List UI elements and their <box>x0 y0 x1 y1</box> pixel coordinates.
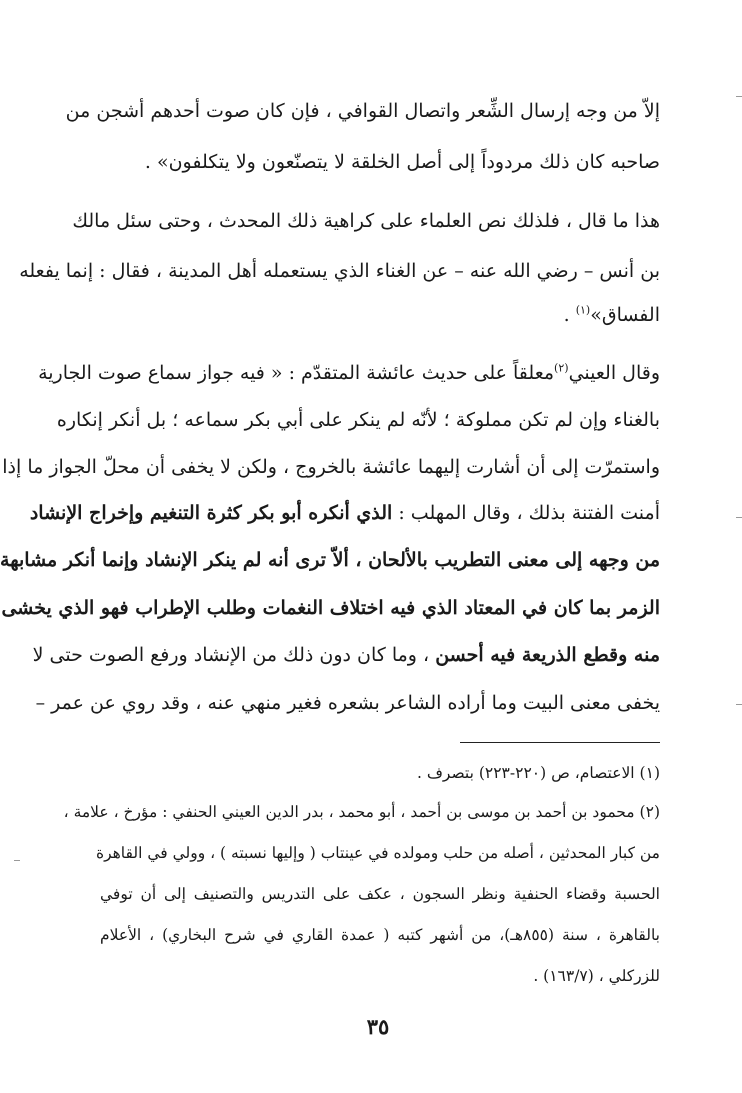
footnote-2 <box>63 800 660 826</box>
body-line: واستمرّت إلى أن أشارت إليهما عائشة بالخروج ، ولكن لا يخفى أن محلّ الجواز ما إذا <box>2 456 660 478</box>
body-line: صاحبه كان ذلك مردوداً إلى أصل الخلقة لا يتصنّعون ولا يتكلفون» . <box>144 151 660 173</box>
footnote-1 <box>78 761 660 787</box>
quoted-bold-text: الذي أنكره أبو بكر كثرة التنغيم وإخراج الإنشاد <box>29 502 393 524</box>
scan-edge-mark <box>14 860 20 861</box>
body-line: هذا ما قال ، فلذلك نص العلماء على كراهية ذلك المحدث ، وحتى سئل مالك <box>72 210 660 232</box>
scan-edge-mark <box>736 517 742 518</box>
scan-edge-mark <box>736 704 742 705</box>
footnote-separator <box>460 742 660 743</box>
quoted-bold-text: منه وقطع الذريعة فيه أحسن <box>435 644 660 666</box>
footnote-text: الاعتصام، ص (٢٢٠-٢٢٣) بتصرف . <box>417 764 635 782</box>
footnote-ref-1[interactable]: (١) <box>575 303 591 317</box>
footnote-line: للزركلي ، (١٦٣/٧) . <box>533 967 660 985</box>
body-line: بالغناء وإن لم تكن مملوكة ؛ لأنّه لم ينكر على أبي بكر سماعه ؛ بل أنكر إنكاره <box>56 409 660 431</box>
body-line-bold: من وجهه إلى معنى التطريب بالألحان ، ألاّ ترى أنه لم ينكر الإنشاد وإنما أنكر مشابهة <box>0 549 660 571</box>
footnote-number: (٢) <box>639 803 660 821</box>
body-line <box>29 498 660 530</box>
body-line: بن أنس – رضي الله عنه – عن الغناء الذي يستعمله أهل المدينة ، فقال : إنما يفعله <box>19 260 660 282</box>
page-number: ٣٥ <box>366 1014 390 1039</box>
line-end-dot: . <box>563 304 570 326</box>
body-line-text: وقال العيني <box>568 362 660 384</box>
scan-edge-mark <box>736 96 742 97</box>
body-line-text: معلقاً على حديث عائشة المتقدّم : « فيه جواز سماع صوت الجارية <box>38 362 555 384</box>
body-line <box>78 300 660 332</box>
body-line: يخفى معنى البيت وما أراده الشاعر بشعره فغير منهي عنه ، وقد روي عن عمر – <box>35 692 660 714</box>
body-line-bold: الزمر بما كان في المعتاد الذي فيه اختلاف النغمات وطلب الإطراب فهو الذي يخشى <box>1 597 660 619</box>
footnote-ref-2[interactable]: (٢) <box>554 361 569 375</box>
footnote-line: الحسبة وقضاء الحنفية ونظر السجون ، عكف على التدريس والتصنيف إلى أن توفي <box>100 885 660 903</box>
footnote-text: محمود بن أحمد بن موسى بن أحمد ، أبو محمد ، بدر الدين العيني الحنفي : مؤرخ ، علامة ، <box>63 803 635 821</box>
body-line: إلاّ من وجه إرسال الشِّعر واتصال القوافي ، فإن كان صوت أحدهم أشجن من <box>65 100 660 122</box>
footnote-number: (١) <box>639 764 660 782</box>
body-line-text: الفساق» <box>590 304 660 326</box>
body-line <box>38 358 660 390</box>
footnote-line: بالقاهرة ، سنة (٨٥٥هـ)، من أشهر كتبه ( عمدة القاري في شرح البخاري) ، الأعلام <box>100 926 660 944</box>
footnote-line: من كبار المحدثين ، أصله من حلب ومولده في عينتاب ( وإليها نسبته ) ، وولي في القاهرة <box>95 844 660 862</box>
body-line <box>32 640 660 672</box>
body-line-text: ، وما كان دون ذلك من الإنشاد ورفع الصوت حتى لا <box>32 644 430 666</box>
body-line-text: أمنت الفتنة بذلك ، وقال المهلب : <box>392 502 660 524</box>
